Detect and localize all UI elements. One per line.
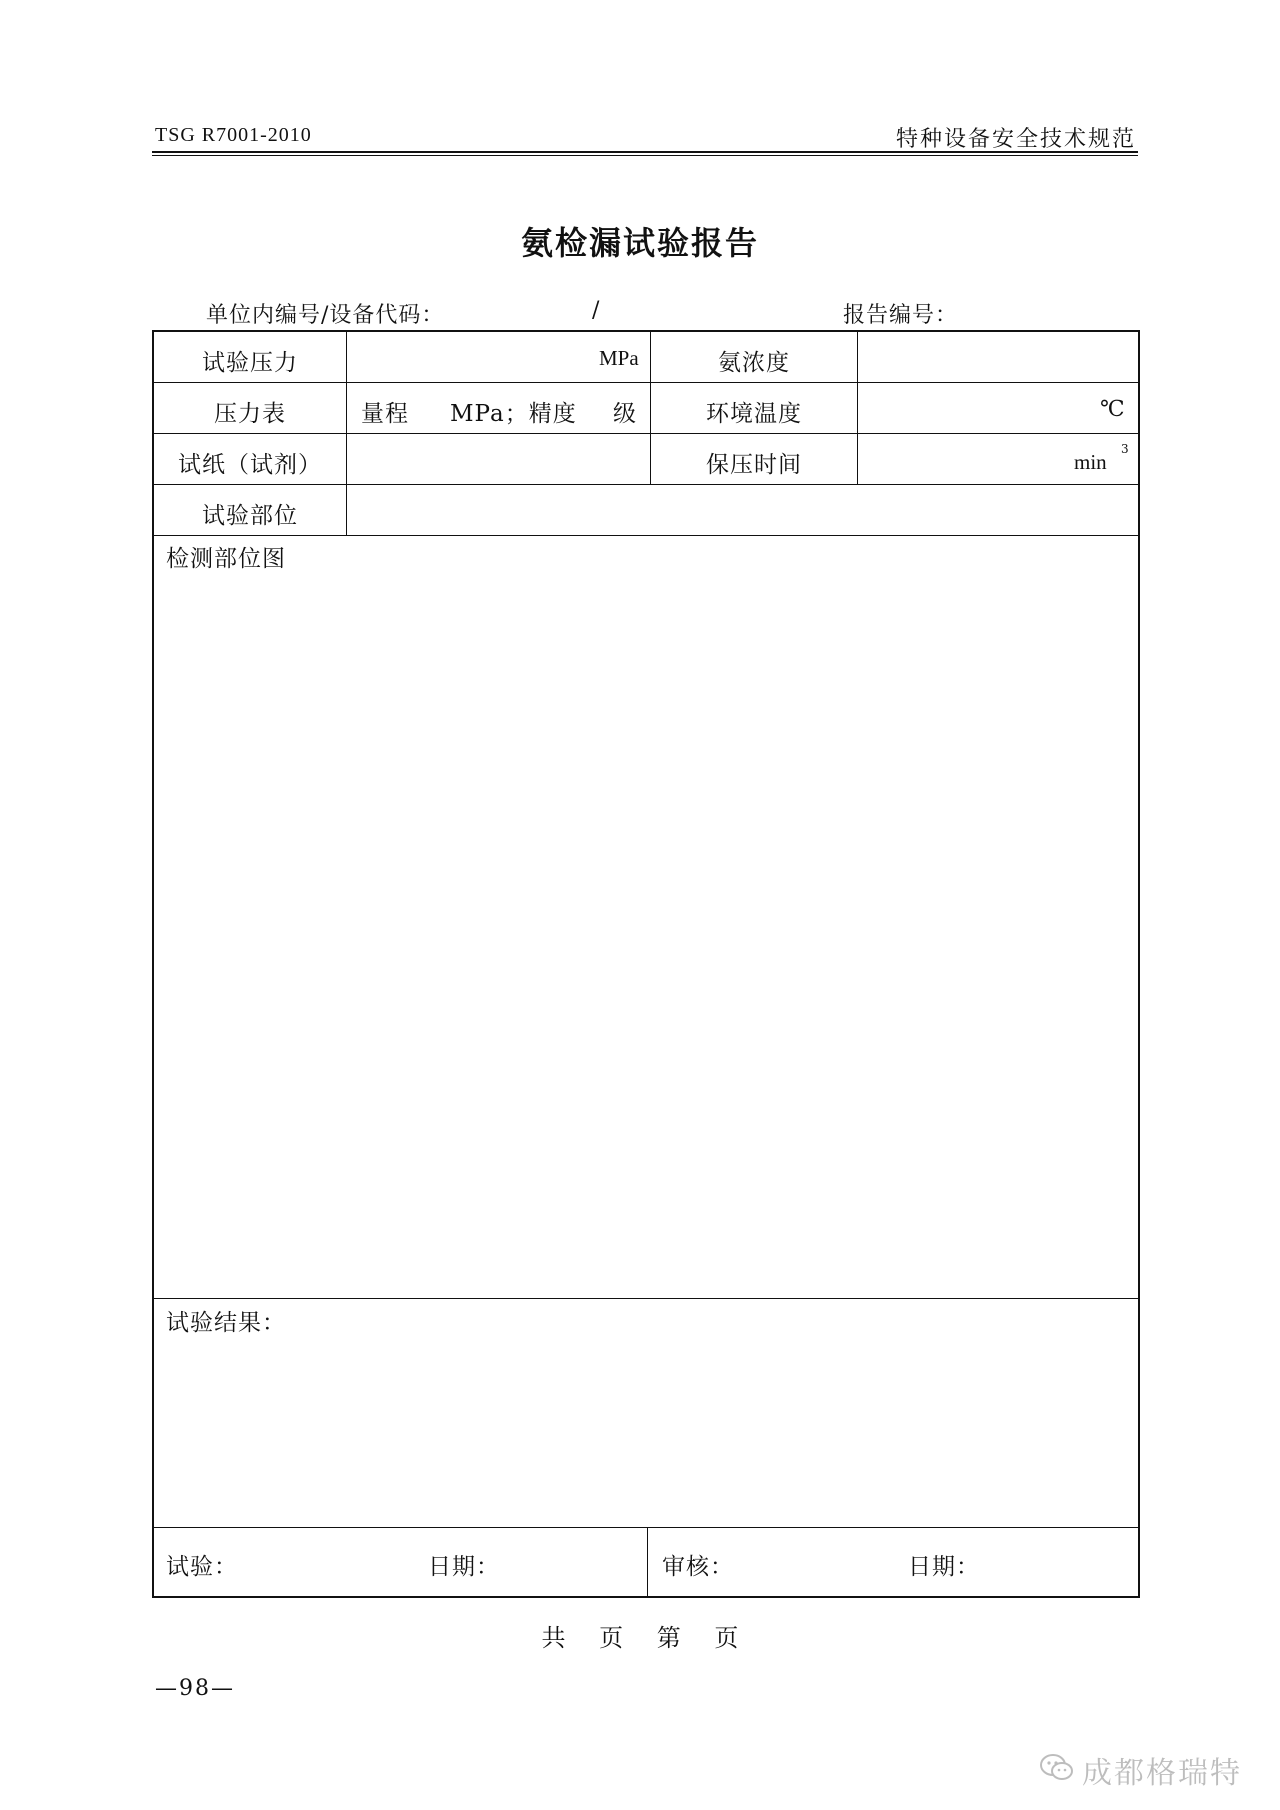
test-date-label: 日期： [428,1554,500,1580]
watermark-text: 成都格瑞特 [1082,1756,1242,1791]
standard-series: 特种设备安全技术规范 [895,127,1136,152]
row-divider [154,382,1138,383]
header-rule-thin [152,155,1138,156]
report-form-table [152,330,1140,1598]
hold-time-unit: min [1074,450,1107,474]
test-paper-label: 试纸（试剂） [178,452,322,478]
test-location-label: 试验部位 [202,503,298,529]
report-title: 氨检漏试验报告 [520,224,759,262]
row-divider [154,433,1138,434]
section-divider [154,1527,1138,1528]
temperature-unit: ℃ [1100,396,1125,421]
test-result-label: 试验结果： [166,1310,286,1336]
review-date-label: 日期： [908,1554,980,1580]
row-divider [154,535,1138,536]
gauge-accuracy-label: MPa；精度 [450,401,577,427]
ambient-temperature-label: 环境温度 [706,401,802,427]
test-pressure-unit: MPa [599,346,639,370]
reviewer-label: 审核： [662,1554,734,1580]
page-count: 共 页 第 页 [541,1624,739,1652]
report-number-label: 报告编号： [843,303,959,328]
hold-time-footnote: 3 [1121,442,1129,456]
unit-code-slash: / [592,298,600,323]
watermark [1040,1748,1242,1792]
column-divider [346,332,347,535]
standard-code: TSG R7001-2010 [155,124,312,146]
row-divider [154,484,1138,485]
signoff-divider [647,1527,648,1596]
wechat-icon [1040,1753,1074,1787]
location-diagram-label: 检测部位图 [166,546,286,572]
hold-time-label: 保压时间 [706,452,802,478]
test-pressure-label: 试验压力 [202,350,298,376]
section-divider [154,1298,1138,1299]
ammonia-concentration-label: 氨浓度 [718,350,790,376]
tester-label: 试验： [166,1554,238,1580]
gauge-grade-label: 级 [613,401,637,427]
header-rule [152,151,1138,153]
pressure-gauge-label: 压力表 [214,401,286,427]
gauge-range-label: 量程 [361,401,409,427]
page-number: —98— [155,1676,235,1701]
column-divider [857,332,858,484]
unit-code-label: 单位内编号/设备代码： [206,303,445,328]
